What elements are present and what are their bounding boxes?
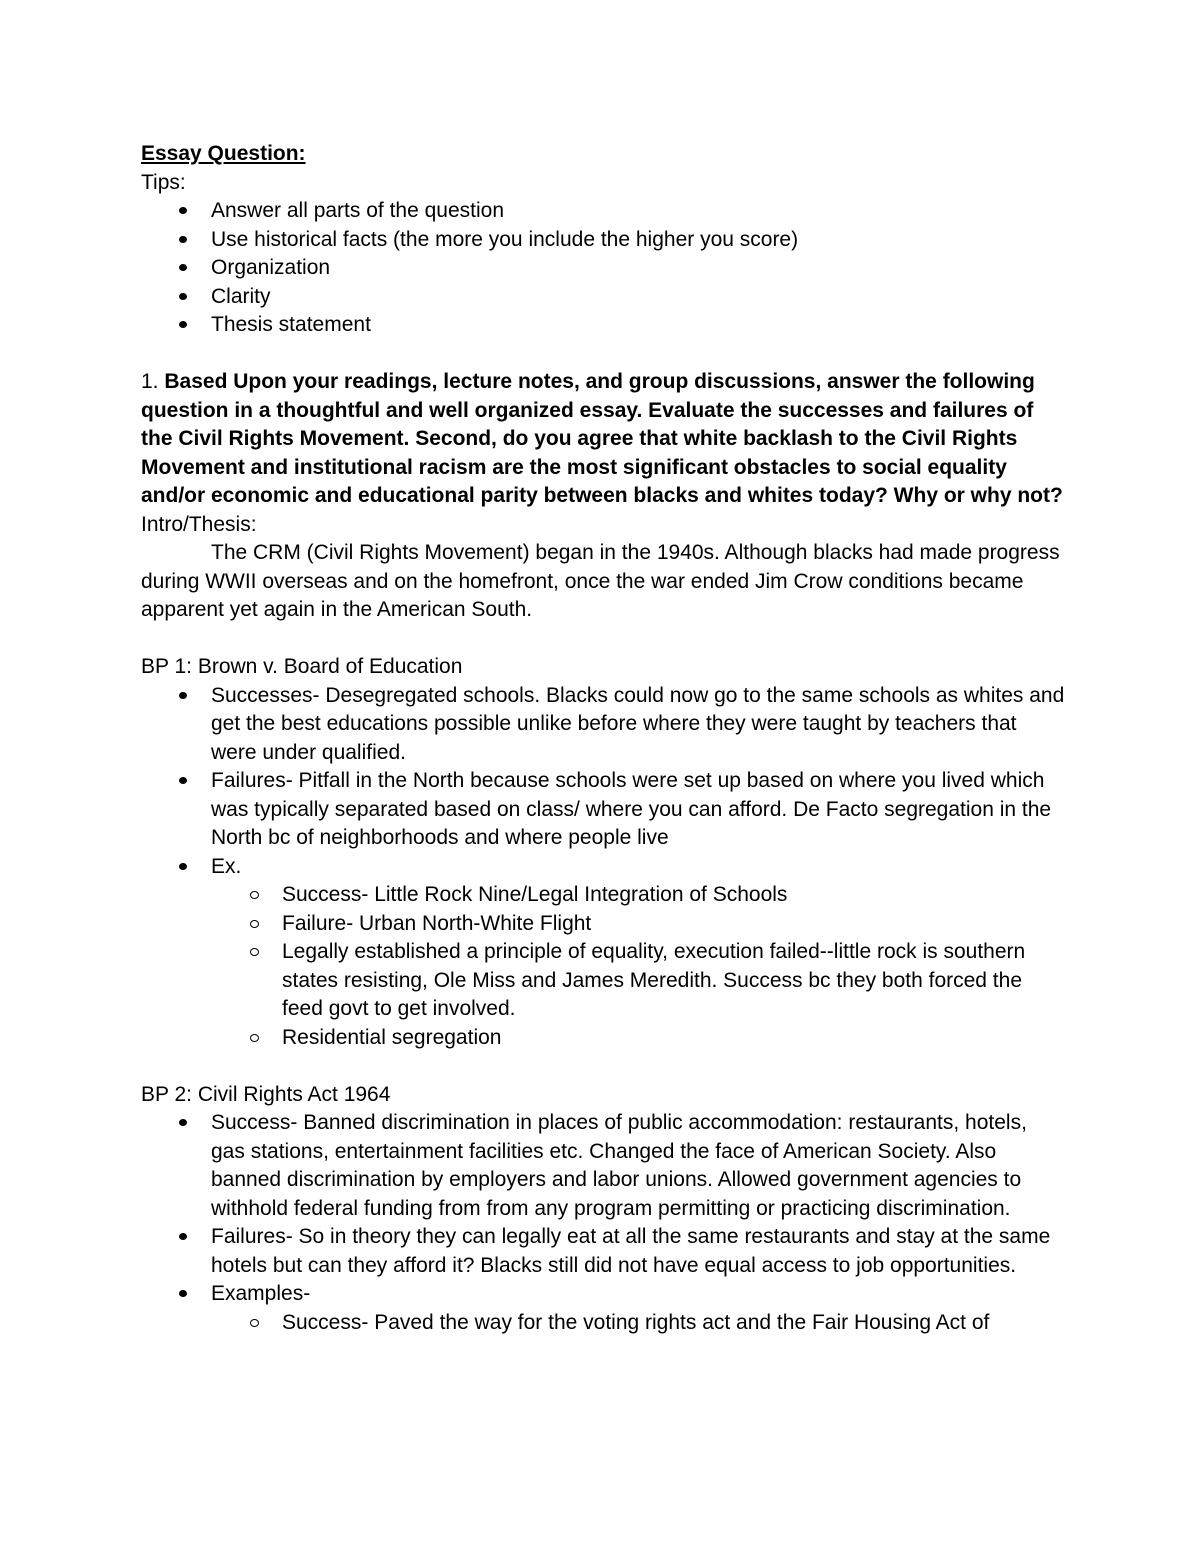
bp1-list [141,682,1066,1053]
bp2-list [141,1109,1066,1337]
list-item: Examples- Success- Paved the way for the voting rights act and the Fair Housing Act of [211,1280,1066,1337]
bullet-icon [179,207,187,214]
circle-bullet-icon [250,1319,259,1327]
bullet-icon [179,264,187,271]
list-item: Failures- Pitfall in the North because schools were set up based on where you lived which was typically separated based on class/ where you can afford. De Facto segregation in the North bc of neighborhoods and where people live [211,767,1066,853]
circle-bullet-icon [250,948,259,956]
bullet-icon [179,692,187,699]
bullet-icon [179,863,187,870]
list-item: Answer all parts of the question [211,197,1066,226]
sub-list-item: Legally established a principle of equality, execution failed--little rock is southern states resisting, Ole Miss and James Meredith. Success bc they both forced the feed govt to get involved. [282,938,1066,1024]
tips-list [141,197,1066,340]
circle-bullet-icon [250,1034,259,1042]
list-item: Use historical facts (the more you include the higher you score) [211,226,1066,255]
list-item: Organization [211,254,1066,283]
bullet-icon [179,1233,187,1240]
bp2-title: BP 2: Civil Rights Act 1964 [141,1082,391,1106]
intro-text: The CRM (Civil Rights Movement) began in the 1940s. Although blacks had made progress during WWII overseas and on the homefront, once the war ended Jim Crow conditions became apparent yet again in the American South. [141,541,1060,621]
sub-list-item: Failure- Urban North-White Flight [282,910,1066,939]
bullet-icon [179,1290,187,1297]
bullet-icon [179,236,187,243]
sub-list-item: Success- Little Rock Nine/Legal Integration of Schools [282,881,1066,910]
bullet-icon [179,321,187,328]
circle-bullet-icon [250,891,259,899]
tips-label: Tips: [141,170,186,194]
sub-list-item: Residential segregation [282,1024,1066,1053]
question-number: 1. [141,370,165,393]
list-item: Thesis statement [211,311,1066,340]
bullet-icon [179,1119,187,1126]
list-item: Failures- So in theory they can legally eat at all the same restaurants and stay at the same hotels but can they afford it? Blacks still did not have equal access to job opportunities. [211,1223,1066,1280]
bullet-icon [179,293,187,300]
essay-question [141,368,1066,511]
bullet-icon [179,777,187,784]
list-item: Successes- Desegregated schools. Blacks could now go to the same schools as whites and get the best educations possible unlike before where they were taught by teachers that were under qualified. [211,682,1066,768]
bp2-sublist [211,1309,1066,1338]
list-item: Ex. Success- Little Rock Nine/Legal Integration of Schools Failure- Urban North-White Flight Legally established a principle of equality, execution failed--little rock is southern states resisting, Ole Miss and James Meredith. Success bc they both forced the feed govt to get involved. Residential segregation [211,853,1066,1053]
spacer [141,1052,1066,1081]
page-heading: Essay Question: [141,142,306,165]
document-page [141,140,1066,1337]
list-item: Clarity [211,283,1066,312]
list-item: Success- Banned discrimination in places of public accommodation: restaurants, hotels, gas stations, entertainment facilities etc. Changed the face of American Society. Also banned discrimination by employers and labor unions. Allowed government agencies to withhold federal funding from from any program permitting or practicing discrimination. [211,1109,1066,1223]
intro-label: Intro/Thesis: [141,512,257,536]
question-text: Based Upon your readings, lecture notes, and group discussions, answer the following question in a thoughtful and well organized essay. Evaluate the successes and failures of the Civil Rights Movement. Second, do you agree that white backlash to the Civil Rights Movement and institutional racism are the most significant obstacles to social equality and/or economic and educational parity between blacks and whites today? Why or why not? [141,370,1063,507]
spacer [141,340,1066,369]
spacer [141,625,1066,654]
sub-list-item: Success- Paved the way for the voting rights act and the Fair Housing Act of [282,1309,1066,1338]
circle-bullet-icon [250,920,259,928]
bp1-sublist [211,881,1066,1052]
bp1-title: BP 1: Brown v. Board of Education [141,655,463,678]
